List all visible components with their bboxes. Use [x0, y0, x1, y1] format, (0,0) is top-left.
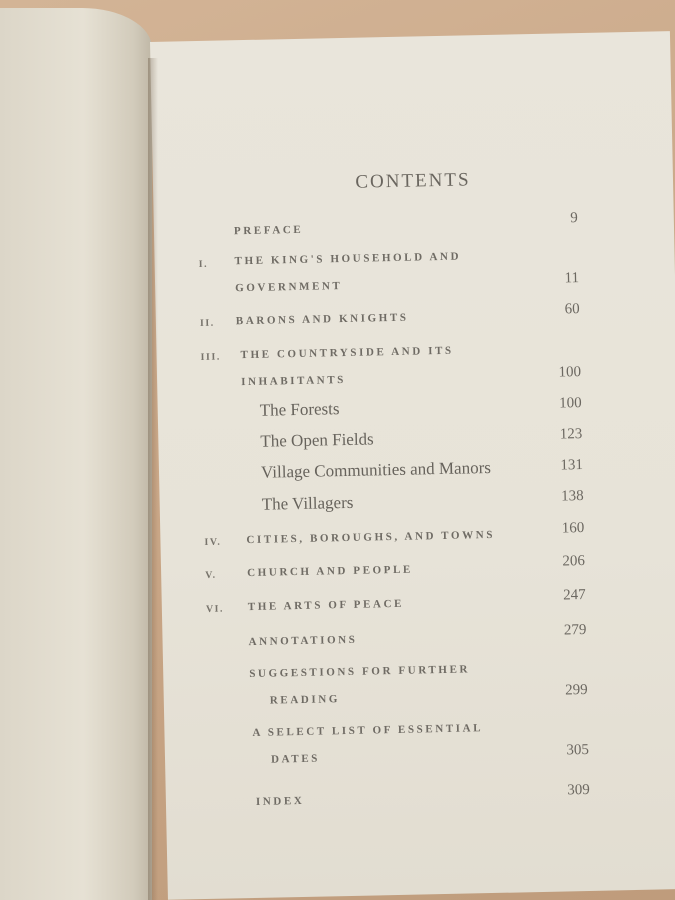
- toc-entry-page: 247: [563, 586, 586, 604]
- toc-entry-number: VI.: [205, 603, 225, 615]
- table-of-contents: [150, 31, 675, 900]
- toc-entry-page: 9: [570, 210, 578, 227]
- contents-heading: CONTENTS: [355, 169, 471, 193]
- toc-entry-title-line-2: INHABITANTS: [241, 373, 347, 389]
- toc-entry-page: 160: [561, 520, 585, 537]
- left-page: [0, 8, 152, 900]
- toc-entry-number: I.: [198, 258, 209, 271]
- toc-entry-page: 138: [560, 488, 584, 505]
- right-page: [150, 31, 675, 900]
- gutter-shadow: [148, 58, 158, 900]
- toc-entry-page: 100: [558, 395, 582, 412]
- toc-entry-title: THE KING'S HOUSEHOLD AND: [234, 250, 462, 268]
- toc-entry-title: CHURCH AND PEOPLE: [247, 563, 414, 580]
- toc-entry-title: THE COUNTRYSIDE AND ITS: [240, 344, 454, 362]
- toc-entry-page: 100: [558, 364, 582, 381]
- toc-entry-title: A SELECT LIST OF ESSENTIAL: [252, 722, 484, 740]
- toc-entry-title: BARONS AND KNIGHTS: [235, 311, 409, 328]
- toc-entry-page: 123: [559, 426, 583, 443]
- toc-entry-page: 60: [564, 301, 580, 318]
- toc-subentry-title: The Forests: [259, 399, 340, 420]
- toc-entry-title: THE ARTS OF PEACE: [247, 597, 405, 614]
- toc-entry-page: 131: [560, 457, 584, 474]
- toc-subentry-title: The Open Fields: [260, 429, 374, 451]
- toc-entry-title-line-2: DATES: [270, 752, 321, 766]
- toc-entry-number: III.: [200, 351, 221, 364]
- toc-entry-title: PREFACE: [233, 223, 304, 238]
- toc-subentry-title: Village Communities and Manors: [260, 457, 492, 482]
- toc-entry-number: V.: [205, 569, 217, 581]
- toc-entry-page: 309: [567, 781, 590, 799]
- toc-entry-page: 299: [565, 681, 588, 699]
- toc-entry-title: CITIES, BOROUGHS, AND TOWNS: [246, 528, 496, 547]
- toc-entry-title: SUGGESTIONS FOR FURTHER: [249, 663, 471, 681]
- toc-entry-title: INDEX: [255, 794, 305, 808]
- toc-entry-page: 206: [562, 553, 586, 570]
- toc-entry-title: ANNOTATIONS: [248, 633, 358, 649]
- toc-entry-title-line-2: GOVERNMENT: [235, 280, 343, 295]
- toc-entry-number: IV.: [204, 536, 222, 548]
- toc-entry-number: II.: [199, 317, 215, 330]
- toc-entry-page: 279: [563, 621, 587, 639]
- toc-subentry-title: The Villagers: [261, 492, 354, 514]
- toc-entry-page: 305: [566, 741, 590, 759]
- toc-entry-page: 11: [564, 270, 580, 287]
- toc-entry-title-line-2: READING: [269, 693, 341, 707]
